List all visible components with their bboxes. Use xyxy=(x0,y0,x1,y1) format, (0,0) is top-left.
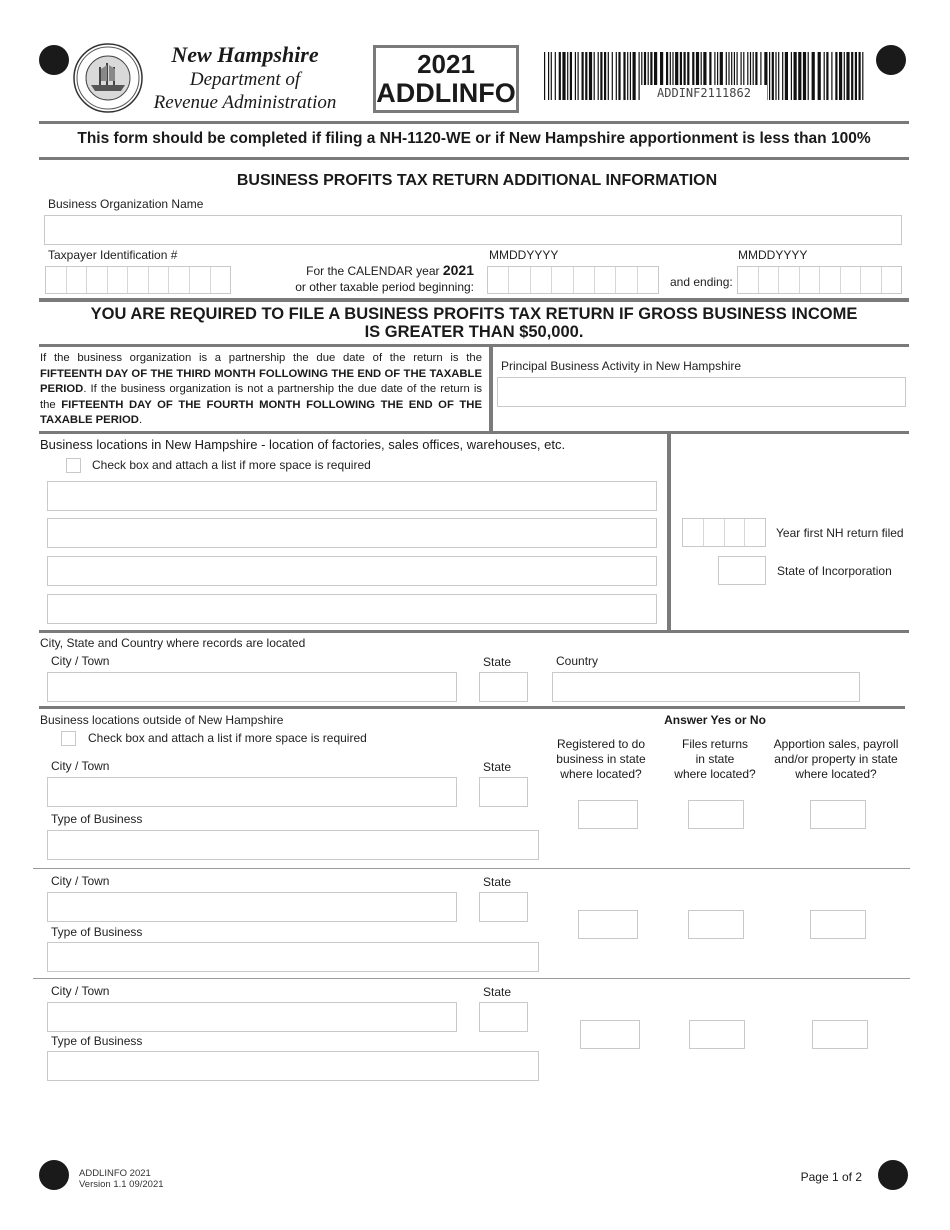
business-org-name-field[interactable] xyxy=(44,215,902,245)
outside-state-field-1[interactable] xyxy=(479,777,528,807)
footer-version: Version 1.1 09/2021 xyxy=(79,1179,164,1190)
barcode-bar xyxy=(794,52,797,100)
nh-locations-label: Business locations in New Hampshire - location of factories, sales offices, warehouses, etc. xyxy=(40,437,566,452)
outside-locations-label: Business locations outside of New Hampshire xyxy=(40,713,284,727)
required-notice-line1: YOU ARE REQUIRED TO FILE A BUSINESS PROFITS TAX RETURN IF GROSS BUSINESS INCOME xyxy=(90,305,858,323)
outside-type-label: Type of Business xyxy=(51,925,143,939)
barcode-bar xyxy=(812,52,815,100)
barcode-bar xyxy=(630,52,631,100)
outside-type-field-2[interactable] xyxy=(47,942,539,972)
barcode-bar xyxy=(769,52,770,100)
barcode-bar xyxy=(824,52,825,100)
barcode-bar xyxy=(791,52,792,100)
nh-location-field-2[interactable] xyxy=(47,518,657,548)
principal-activity-field[interactable] xyxy=(497,377,906,407)
calendar-year-label: For the CALENDAR year xyxy=(306,264,440,278)
outside-type-label: Type of Business xyxy=(51,812,143,826)
files-returns-answer-field-2[interactable] xyxy=(688,910,744,939)
barcode-bar xyxy=(803,52,806,100)
calendar-year-value: 2021 xyxy=(442,262,474,278)
business-org-name-label: Business Organization Name xyxy=(48,197,204,211)
footer-form-id: ADDLINFO 2021 xyxy=(79,1168,151,1179)
footer-form-info xyxy=(79,1168,164,1190)
column-header-line: and/or property in state xyxy=(774,752,898,766)
nh-locations-checkbox-label: Check box and attach a list if more space is required xyxy=(92,458,371,472)
due-date-text: . xyxy=(138,414,143,426)
files-returns-answer-field-3[interactable] xyxy=(689,1020,745,1049)
divider xyxy=(667,432,671,632)
divider xyxy=(33,978,910,979)
files-returns-answer-field-1[interactable] xyxy=(688,800,744,829)
registration-mark xyxy=(878,1160,908,1190)
outside-state-field-3[interactable] xyxy=(479,1002,528,1032)
barcode-bar xyxy=(846,52,849,100)
barcode-bar xyxy=(808,52,809,100)
year-first-filed-field[interactable] xyxy=(682,518,766,547)
apportion-column-header xyxy=(766,737,906,782)
barcode-bar xyxy=(567,52,568,100)
other-period-text: or other taxable period beginning: xyxy=(295,280,474,294)
barcode-bar xyxy=(555,52,556,100)
divider xyxy=(489,347,493,432)
barcode-bar xyxy=(859,52,861,100)
outside-type-field-1[interactable] xyxy=(47,830,539,860)
agency-name: New Hampshire xyxy=(171,42,319,67)
form-id-box xyxy=(373,45,519,113)
period-begin-date-field[interactable] xyxy=(487,266,659,294)
filing-notice: This form should be completed if filing a NH-1120-WE or if New Hampshire apportionment is less than 100% xyxy=(77,130,871,147)
registration-mark xyxy=(39,1160,69,1190)
barcode-bar xyxy=(548,52,549,100)
barcode-bar xyxy=(594,52,595,100)
barcode-bar xyxy=(589,52,592,100)
files-returns-column-header xyxy=(656,737,774,782)
outside-state-label: State xyxy=(483,985,512,999)
required-notice xyxy=(39,305,909,341)
registration-mark xyxy=(876,45,906,75)
state-incorporation-label: State of Incorporation xyxy=(777,564,892,578)
answer-yes-no-header: Answer Yes or No xyxy=(664,713,766,727)
apportion-answer-field-3[interactable] xyxy=(812,1020,868,1049)
divider xyxy=(39,344,909,347)
barcode-bar xyxy=(612,52,613,100)
registration-mark xyxy=(39,45,69,75)
registered-answer-field-2[interactable] xyxy=(578,910,638,939)
barcode-bar xyxy=(600,52,602,100)
due-date-text: . If the business organization is not a partnership the due date of the return is the xyxy=(40,383,482,411)
taxpayer-id-label: Taxpayer Identification # xyxy=(48,248,178,262)
barcode-bar xyxy=(598,52,599,100)
barcode-bar xyxy=(785,52,788,100)
apportion-answer-field-1[interactable] xyxy=(810,800,866,829)
divider xyxy=(39,706,905,709)
barcode-bar xyxy=(778,52,779,100)
begin-date-format: MMDDYYYY xyxy=(489,248,559,262)
outside-state-field-2[interactable] xyxy=(479,892,528,922)
barcode-bar xyxy=(544,52,545,100)
principal-activity-label: Principal Business Activity in New Hampshire xyxy=(501,359,742,373)
divider xyxy=(39,157,909,160)
barcode-bar xyxy=(826,52,828,100)
barcode-bar xyxy=(782,52,783,100)
records-location-label: City, State and Country where records are located xyxy=(40,636,306,650)
outside-state-label: State xyxy=(483,760,512,774)
barcode-bar xyxy=(775,52,776,100)
barcode-bar xyxy=(559,52,561,100)
records-city-field[interactable] xyxy=(47,672,457,702)
barcode-bar xyxy=(616,52,617,100)
records-state-field[interactable] xyxy=(479,672,528,702)
column-header-line: in state xyxy=(695,752,735,766)
ending-label: and ending: xyxy=(670,275,733,289)
due-date-text: If the business organization is a partnership the due date of the return is the xyxy=(40,352,482,364)
period-end-date-field[interactable] xyxy=(737,266,902,294)
barcode-bar xyxy=(627,52,628,100)
barcode-text: ADDINF2111862 xyxy=(641,85,767,101)
barcode-bar xyxy=(582,52,584,100)
form-year: 2021 xyxy=(417,49,475,79)
outside-city-label: City / Town xyxy=(51,759,110,773)
outside-city-field-2[interactable] xyxy=(47,892,457,922)
barcode-bar xyxy=(839,52,842,100)
barcode-bar xyxy=(578,52,579,100)
nh-location-field-4[interactable] xyxy=(47,594,657,624)
outside-locations-attach-checkbox[interactable] xyxy=(61,731,76,746)
barcode-bar xyxy=(862,52,863,100)
barcode-bar xyxy=(818,52,821,100)
end-date-format: MMDDYYYY xyxy=(738,248,808,262)
records-state-label: State xyxy=(483,655,512,669)
column-header-line: where located? xyxy=(560,767,642,781)
column-header-line: Apportion sales, payroll xyxy=(773,737,899,751)
column-header-line: Files returns xyxy=(681,737,749,751)
barcode-bar xyxy=(855,52,857,100)
due-date-paragraph xyxy=(40,351,482,429)
column-header-line: business in state xyxy=(556,752,646,766)
barcode-bar xyxy=(618,52,620,100)
barcode-bar xyxy=(623,52,625,100)
divider xyxy=(33,868,910,869)
due-date-non-partnership: FIFTEENTH DAY OF THE FOURTH MONTH FOLLOWING THE END OF THE TAXABLE PERIOD xyxy=(40,398,483,426)
outside-state-label: State xyxy=(483,875,512,889)
divider xyxy=(39,298,909,302)
apportion-answer-field-2[interactable] xyxy=(810,910,866,939)
column-header-line: where located? xyxy=(795,767,877,781)
barcode-bar xyxy=(835,52,837,100)
registered-answer-field-3[interactable] xyxy=(580,1020,640,1049)
nh-location-field-3[interactable] xyxy=(47,556,657,586)
barcode-bar xyxy=(844,52,845,100)
divider xyxy=(39,630,909,633)
taxpayer-id-field[interactable] xyxy=(45,266,231,294)
registered-column-header xyxy=(540,737,662,782)
nh-state-seal-icon xyxy=(73,43,143,113)
outside-type-field-3[interactable] xyxy=(47,1051,539,1081)
records-country-label: Country xyxy=(556,654,599,668)
divider xyxy=(39,431,909,434)
barcode-bar xyxy=(585,52,587,100)
outside-city-field-1[interactable] xyxy=(47,777,457,807)
barcode-bar xyxy=(562,52,565,100)
barcode-bar xyxy=(570,52,572,100)
divider xyxy=(39,121,909,124)
barcode-bar xyxy=(633,52,636,100)
agency-division: Revenue Administration xyxy=(153,92,337,113)
barcode-bar xyxy=(798,52,801,100)
barcode-bar xyxy=(551,52,552,100)
records-country-field[interactable] xyxy=(552,672,860,702)
outside-type-label: Type of Business xyxy=(51,1034,143,1048)
records-city-label: City / Town xyxy=(51,654,110,668)
agency-department: Department of xyxy=(189,69,301,90)
page-number: Page 1 of 2 xyxy=(800,1170,862,1184)
barcode-bar xyxy=(575,52,576,100)
outside-city-field-3[interactable] xyxy=(47,1002,457,1032)
nh-location-field-1[interactable] xyxy=(47,481,657,511)
form-code: ADDLINFO xyxy=(376,78,516,108)
column-header-line: where located? xyxy=(674,767,756,781)
outside-city-label: City / Town xyxy=(51,984,110,998)
registered-answer-field-1[interactable] xyxy=(578,800,638,829)
barcode-bar xyxy=(851,52,853,100)
outside-locations-checkbox-label: Check box and attach a list if more space is required xyxy=(88,731,367,745)
barcode-bar xyxy=(831,52,832,100)
barcode-bar xyxy=(604,52,606,100)
nh-locations-attach-checkbox[interactable] xyxy=(66,458,81,473)
state-incorporation-field[interactable] xyxy=(718,556,766,585)
year-first-filed-label: Year first NH return filed xyxy=(776,526,904,540)
barcode-bar xyxy=(639,52,640,100)
form-title: BUSINESS PROFITS TAX RETURN ADDITIONAL INFORMATION xyxy=(236,172,718,189)
barcode-bar xyxy=(608,52,609,100)
outside-city-label: City / Town xyxy=(51,874,110,888)
required-notice-line2: IS GREATER THAN $50,000. xyxy=(364,323,584,341)
barcode-bar xyxy=(772,52,774,100)
column-header-line: Registered to do xyxy=(556,737,646,751)
calendar-year-text xyxy=(240,262,474,278)
due-date-partnership: FIFTEENTH DAY OF THE THIRD MONTH FOLLOWING THE END OF THE TAXABLE PERIOD xyxy=(40,367,482,395)
